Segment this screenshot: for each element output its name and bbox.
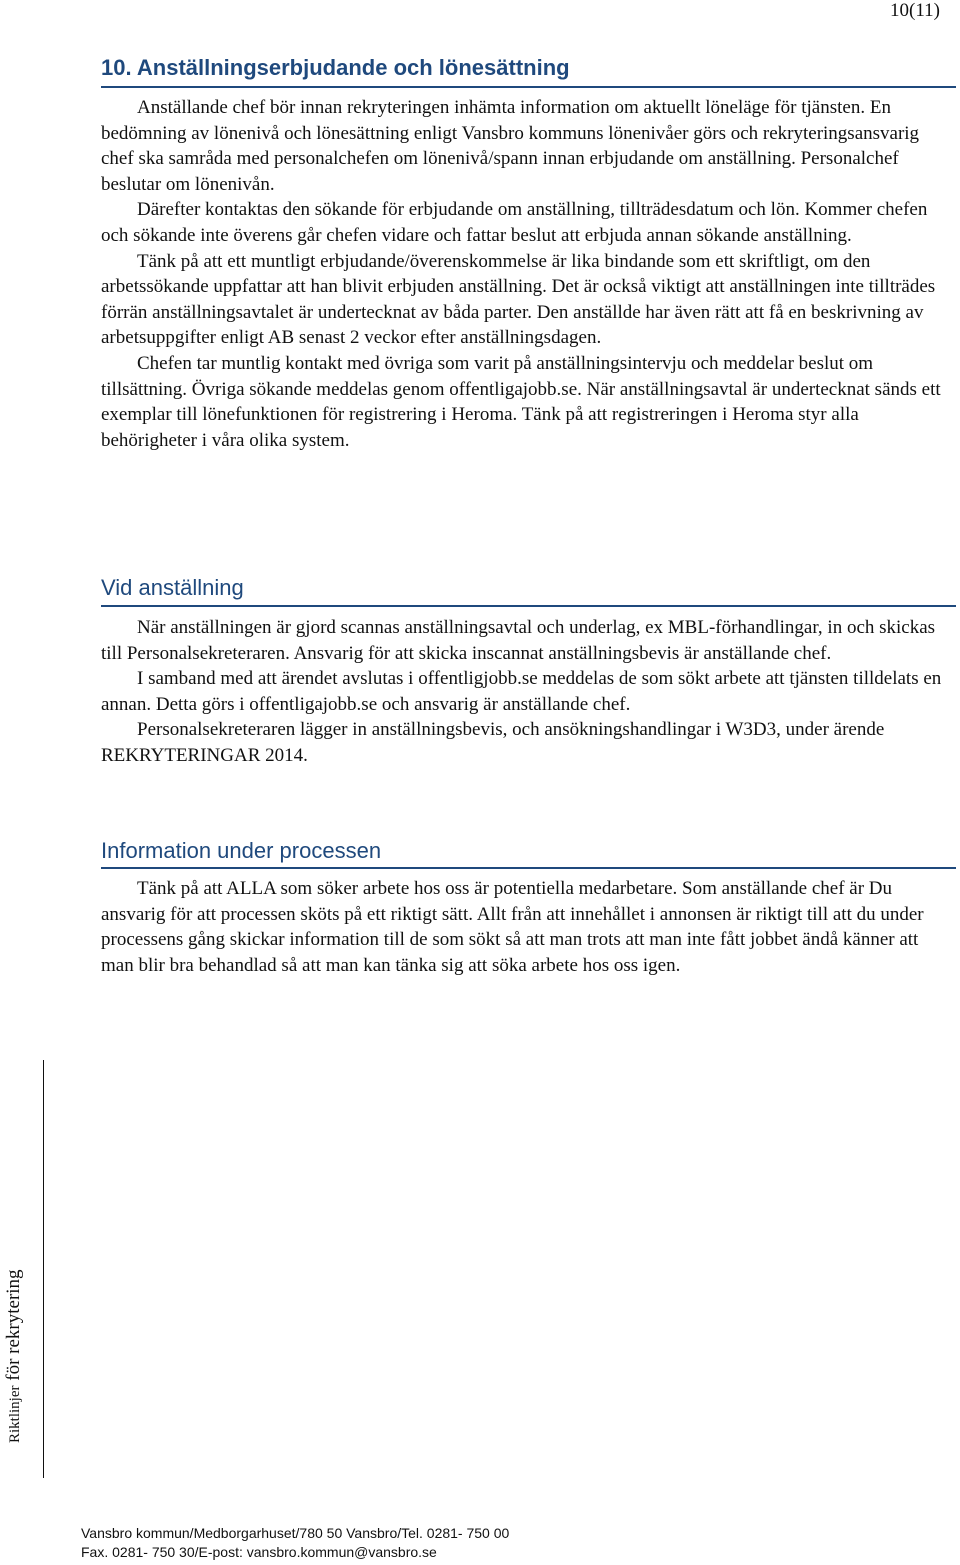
footer-address: Vansbro kommun/Medborgarhuset/780 50 Vansbro/Tel. 0281- 750 00	[81, 1525, 510, 1541]
heading-rule	[101, 86, 956, 88]
paragraph: Personalsekreteraren lägger in anställningsbevis, och ansökningshandlingar i W3D3, under ärende REKRYTERINGAR 2014.	[101, 719, 885, 766]
paragraph: Chefen tar muntlig kontakt med övriga som varit på anställningsintervju och meddelar beslut om tillsättning. Övriga sökande meddelas genom offentligajobb.se. När anställningsavtal är undertecknat sänds ett exemplar till lönefunktionen för registrering i Heroma. Tänk på att registreringen i Heroma styr alla behörigheter i våra olika system.	[101, 352, 941, 451]
section-heading-anstallningserbjudande: 10. Anställningserbjudande och lönesättning	[101, 55, 570, 80]
heading-rule	[101, 867, 956, 869]
footer	[81, 1524, 509, 1562]
paragraph: Tänk på att ALLA som söker arbete hos oss är potentiella medarbetare. Som anställande chef är Du ansvarig för att processen sköts på ett riktigt sätt. Allt från att innehållet i annonsen är riktigt till att du under processens gång skickar information till de som sökt så att man trots att man inte fått jobbet ändå känner att man blir bra behandlad så att man kan tänka sig att söka arbete hos oss igen.	[101, 878, 924, 976]
side-label-large: för rekrytering	[3, 1269, 24, 1386]
section-body-vid-anstallning	[101, 615, 951, 769]
page-number: 10(11)	[890, 0, 940, 21]
section-body-anstallningserbjudande	[101, 95, 951, 453]
side-label-text	[2, 1269, 27, 1443]
section-body-information	[101, 876, 951, 978]
paragraph: I samband med att ärendet avslutas i offentligjobb.se meddelas de som sökt arbete att tjänsten tilldelats en annan. Detta görs i offentligajobb.se och ansvarig är anställande chef.	[101, 668, 942, 715]
side-label-small: Riktlinjer	[7, 1385, 23, 1443]
side-rule	[43, 1060, 44, 1478]
paragraph: Tänk på att ett muntligt erbjudande/överenskommelse är lika bindande som ett skriftligt, om den arbetssökande uppfattar att han blivit erbjuden anställning. Det är också viktigt att anställningen inte tillträdes förrän anställningsavtalet är undertecknat av båda parter. Den anställde har även rätt att få en beskrivning av arbetsuppgifter enligt AB senast 2 veckor efter anställningsdagen.	[101, 250, 936, 349]
footer-contact: Fax. 0281- 750 30/E-post: vansbro.kommun@vansbro.se	[81, 1544, 437, 1560]
side-label	[0, 1245, 30, 1445]
section-heading-vid-anstallning: Vid anställning	[101, 575, 244, 600]
paragraph: När anställningen är gjord scannas anställningsavtal och underlag, ex MBL-förhandlingar, in och skickas till Personalsekreteraren. Ansvarig för att skicka inscannat anställningsbevis är anställande chef.	[101, 617, 936, 664]
heading-rule	[101, 605, 956, 607]
paragraph: Anställande chef bör innan rekryteringen inhämta information om aktuellt löneläge för tjänsten. En bedömning av lönenivå och lönesättning enligt Vansbro kommuns lönenivåer görs och rekryteringsansvarig chef ska samråda med personalchefen om lönenivå/spann innan erbjudande om anställning. Personalchef beslutar om lönenivån.	[101, 97, 920, 195]
paragraph: Därefter kontaktas den sökande för erbjudande om anställning, tillträdesdatum och lön. Kommer chefen och sökande inte överens går chefen vidare och fattar beslut att erbjuda annan sökande anställning.	[101, 199, 928, 246]
section-heading-information: Information under processen	[101, 838, 382, 863]
